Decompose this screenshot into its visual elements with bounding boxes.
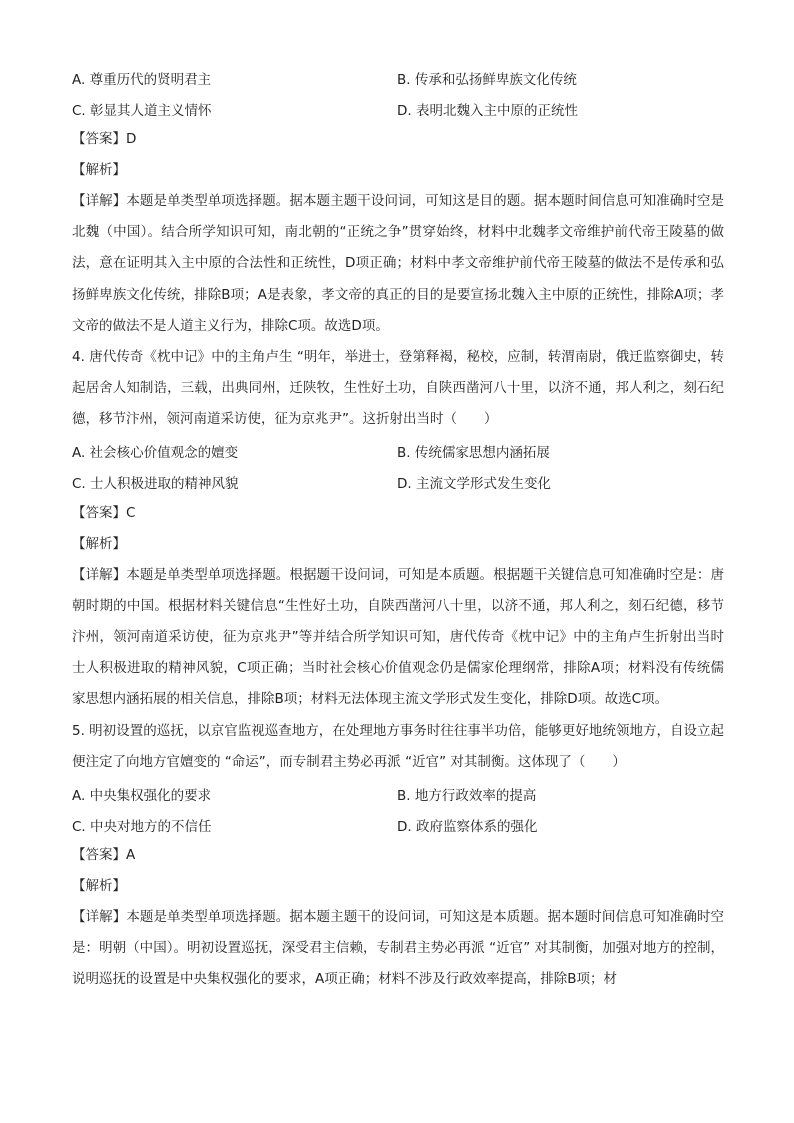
option-c[interactable]: C. 彰显其人道主义情怀 [72,102,212,119]
detail-paragraph: 【详解】本题是单类型单项选择题。据本题主题干设问词，可知这是目的题。据本题时间信息可知准确时空是北魏（中国）。结合所学知识可知，南北朝的“正统之争”贯穿始终，材料中北魏孝文帝维护前代帝王陵墓的做法，意在证明其入主中原的合法性和正统性，D项正确；材料中孝文帝维护前代帝王陵墓的做法不是传承和弘扬鲜卑族文化传统，排除B项；A是表象，孝文帝的真正的目的是要宣扬北魏入主中原的正统性，排除A项；孝文帝的做法不是人道主义行为，排除C项。故选D项。 [72,193,724,334]
option-d[interactable]: D. 表明北魏入主中原的正统性 [397,102,578,119]
option-row [72,467,724,498]
option-row [72,436,724,467]
option-a[interactable]: A. 社会核心价值观念的嬗变 [72,445,239,462]
answer-label: 【答案】C [72,504,136,521]
question-stem: 5. 明初设置的巡抚，以京官监视巡查地方，在处理地方事务时往往事半功倍，能够更好地统领地方，自设立起便注定了向地方官嬗变的 “命运”，而专制君主势必再派 “近官” 对其制衡。这体现了（ ） [72,722,724,770]
option-row [72,809,724,840]
option-row [72,62,724,93]
question-stem: 4. 唐代传奇《枕中记》中的主角卢生 “明年，举进士，登第释褐，秘校，应制，转渭南尉，俄迁监察御史，转起居舍人知制诰，三载，出典同州，迁陕牧，生性好土功，自陕西凿河八十里，以济不通，邦人利之，刻石纪德，移节汴州，领河南道采访使，征为京兆尹”。这折射出当时（ ） [72,349,724,428]
document-page [72,62,724,996]
option-c[interactable]: C. 中央对地方的不信任 [72,818,212,835]
option-d[interactable]: D. 政府监察体系的强化 [397,818,538,835]
option-row [72,778,724,809]
option-row [72,93,724,124]
analysis-label: 【解析】 [72,878,126,895]
analysis-label: 【解析】 [72,535,126,552]
option-c[interactable]: C. 士人积极进取的精神风貌 [72,476,239,493]
detail-paragraph: 【详解】本题是单类型单项选择题。根据题干设问词，可知是本质题。根据题干关键信息可知准确时空是：唐朝时期的中国。根据材料关键信息“生性好土功，自陕西凿河八十里，以济不通，邦人利之，刻石纪德，移节汴州，领河南道采访使，征为京兆尹”等并结合所学知识可知，唐代传奇《枕中记》中的主角卢生折射出当时士人积极进取的精神风貌，C项正确；当时社会核心价值观念仍是儒家伦理纲常，排除A项；材料没有传统儒家思想内涵拓展的相关信息，排除B项；材料无法体现主流文学形式发生变化，排除D项。故选C项。 [72,566,724,708]
option-b[interactable]: B. 地方行政效率的提高 [397,787,537,804]
option-d[interactable]: D. 主流文学形式发生变化 [397,476,551,493]
answer-label: 【答案】A [72,847,136,864]
answer-label: 【答案】D [72,131,137,147]
option-a[interactable]: A. 尊重历代的贤明君主 [72,71,212,88]
option-b[interactable]: B. 传承和弘扬鲜卑族文化传统 [397,71,577,88]
option-a[interactable]: A. 中央集权强化的要求 [72,787,212,804]
analysis-label: 【解析】 [72,162,126,178]
option-b[interactable]: B. 传统儒家思想内涵拓展 [397,445,550,462]
detail-paragraph: 【详解】本题是单类型单项选择题。据本题主题干的设问词，可知这是本质题。据本题时间信息可知准确时空是：明朝（中国）。明初设置巡抚，深受君主信赖，专制君主势必再派 “近官” 对其制衡，加强对地方的控制，说明巡抚的设置是中央集权强化的要求，A项正确；材料不涉及行政效率提高，排除B项；材 [72,909,724,988]
